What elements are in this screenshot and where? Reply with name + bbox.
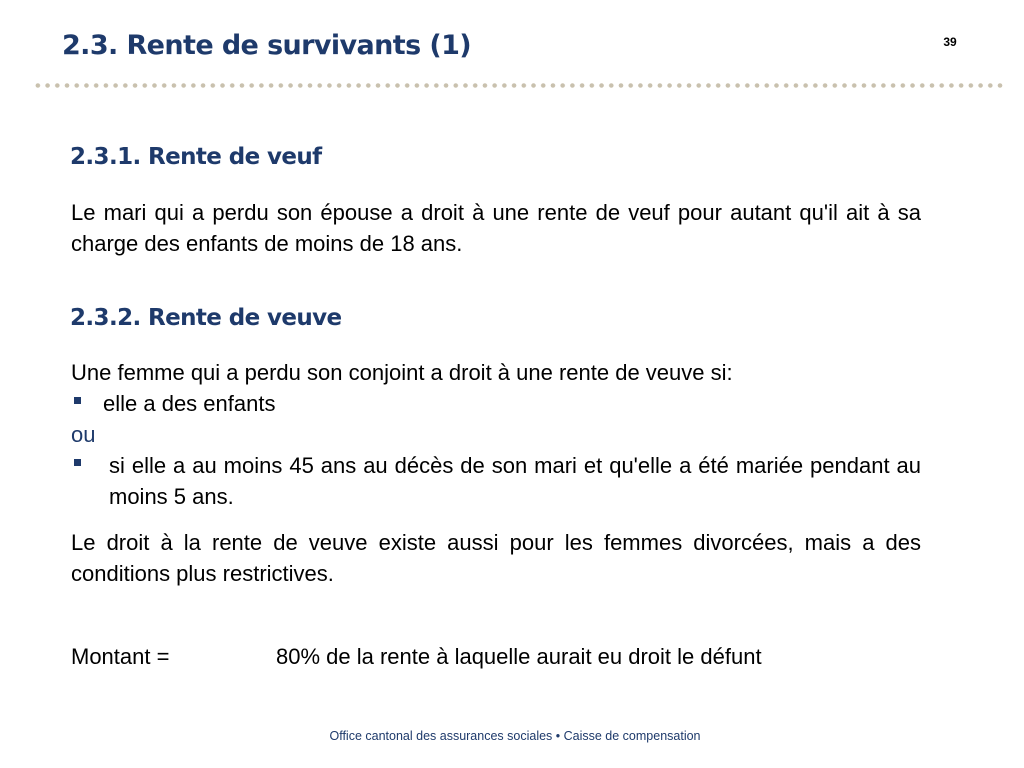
page-number: 39 (943, 35, 957, 49)
page-title: 2.3. Rente de survivants (1) (62, 30, 472, 61)
bullet-square-icon (74, 397, 81, 404)
dotted-divider (33, 82, 1005, 89)
bullet-item-age-mariage: si elle a au moins 45 ans au décès de son mari et qu'elle a été mariée pendant au moins 5 ans. (109, 453, 921, 509)
amount-value: 80% de la rente à laquelle aurait eu droit le défunt (276, 644, 762, 669)
section-text-veuf: Le mari qui a perdu son épouse a droit à une rente de veuf pour autant qu'il ait à sa charge des enfants de moins de 18 ans. (71, 200, 921, 256)
veuve-intro-text: Une femme qui a perdu son conjoint a droit à une rente de veuve si: (71, 360, 733, 385)
section-heading-veuve: 2.3.2. Rente de veuve (70, 305, 342, 331)
bullet-square-icon (74, 459, 81, 466)
amount-label: Montant = (71, 644, 170, 669)
footer-text: Office cantonal des assurances sociales • Caisse de compensation (329, 729, 701, 743)
section-heading-veuf: 2.3.1. Rente de veuf (70, 144, 322, 170)
bullet-item-enfants: elle a des enfants (103, 391, 276, 416)
connector-ou: ou (71, 422, 96, 447)
divorced-note-text: Le droit à la rente de veuve existe aussi pour les femmes divorcées, mais a des conditions plus restrictives. (71, 530, 921, 586)
